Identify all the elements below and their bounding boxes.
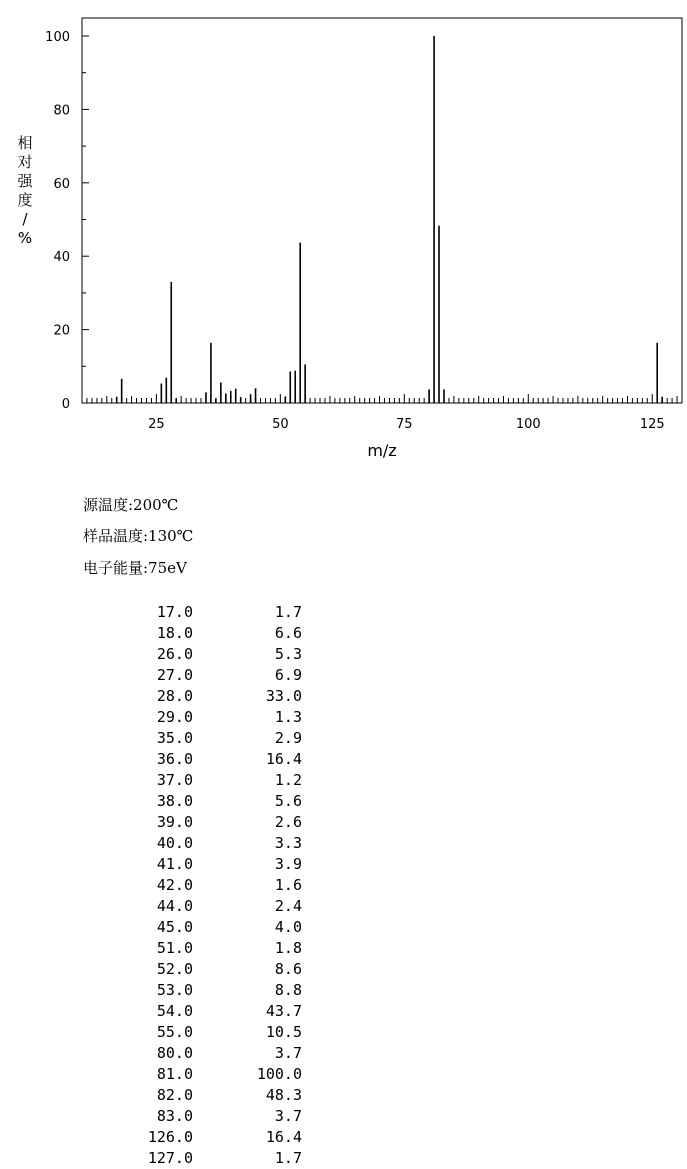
peak-intensity: 8.8 (274, 981, 302, 999)
y-tick-label: 20 (53, 323, 70, 339)
peak-intensity: 10.5 (265, 1023, 302, 1041)
peak-intensity: 2.9 (274, 729, 302, 747)
y-tick-label: 40 (53, 250, 70, 266)
peak-intensity: 2.6 (274, 813, 302, 831)
peak-mz: 83.0 (156, 1107, 193, 1125)
peak-mz: 27.0 (156, 666, 193, 684)
peak-intensity: 16.4 (265, 750, 302, 768)
x-tick-label: 25 (148, 417, 165, 432)
peak-mz: 55.0 (156, 1023, 193, 1041)
peak-intensity: 5.6 (274, 792, 302, 810)
peak-mz: 53.0 (156, 981, 193, 999)
peak-intensity: 43.7 (265, 1002, 302, 1020)
peak-mz: 126.0 (147, 1128, 193, 1146)
peak-mz: 18.0 (156, 624, 193, 642)
peak-mz: 36.0 (156, 750, 193, 768)
peak-intensity: 3.7 (274, 1044, 302, 1062)
peak-mz: 52.0 (156, 960, 193, 978)
y-axis-label: 相对强度/ % (17, 134, 33, 247)
peak-intensity: 33.0 (265, 687, 302, 705)
x-axis-label: m/z (367, 441, 397, 460)
source-temperature: 源温度:200℃ (83, 496, 179, 514)
peak-intensity: 1.6 (274, 876, 302, 894)
y-tick-label: 80 (53, 103, 70, 119)
peak-mz: 42.0 (156, 876, 193, 894)
peak-intensity: 4.0 (274, 918, 302, 936)
x-tick-label: 50 (272, 417, 289, 432)
peak-intensity: 16.4 (265, 1128, 302, 1146)
peak-mz: 29.0 (156, 708, 193, 726)
peak-mz: 44.0 (156, 897, 193, 915)
peak-mz: 51.0 (156, 939, 193, 957)
peak-mz: 41.0 (156, 855, 193, 873)
peak-intensity: 1.3 (274, 708, 302, 726)
spectrum-peaks (117, 36, 662, 403)
peak-mz: 40.0 (156, 834, 193, 852)
peak-mz: 45.0 (156, 918, 193, 936)
peak-intensity: 2.4 (274, 897, 302, 915)
peak-mz: 82.0 (156, 1086, 193, 1104)
peak-intensity: 3.3 (274, 834, 302, 852)
x-tick-label: 125 (639, 417, 665, 432)
peak-mz: 28.0 (156, 687, 193, 705)
peak-intensity: 48.3 (265, 1086, 302, 1104)
peak-mz: 80.0 (156, 1044, 193, 1062)
mass-spectrum-chart (0, 0, 687, 470)
peak-mz: 17.0 (156, 603, 193, 621)
peak-intensity: 1.8 (274, 939, 302, 957)
peak-mz: 54.0 (156, 1002, 193, 1020)
electron-energy: 电子能量:75eV (83, 559, 187, 577)
peak-intensity: 6.6 (274, 624, 302, 642)
peak-mz: 127.0 (147, 1149, 193, 1167)
y-tick-label: 0 (61, 397, 70, 412)
peak-intensity: 100.0 (256, 1065, 302, 1083)
peak-intensity: 1.7 (274, 1149, 302, 1167)
peak-intensity: 3.7 (274, 1107, 302, 1125)
peak-intensity: 6.9 (274, 666, 302, 684)
y-tick-label: 60 (53, 176, 70, 192)
peak-intensity: 5.3 (274, 645, 302, 663)
peak-intensity: 1.2 (274, 771, 302, 789)
peak-intensity: 3.9 (274, 855, 302, 873)
sample-temperature: 样品温度:130℃ (83, 527, 194, 545)
x-tick-label: 75 (396, 417, 413, 432)
peak-mz: 38.0 (156, 792, 193, 810)
y-tick-label: 100 (45, 30, 70, 45)
peak-mz: 37.0 (156, 771, 193, 789)
x-tick-label: 100 (515, 417, 541, 432)
peak-mz: 35.0 (156, 729, 193, 747)
peak-intensity: 1.7 (274, 603, 302, 621)
peak-mz: 26.0 (156, 645, 193, 663)
peak-mz: 39.0 (156, 813, 193, 831)
peak-intensity: 8.6 (274, 960, 302, 978)
peak-mz: 81.0 (156, 1065, 193, 1083)
